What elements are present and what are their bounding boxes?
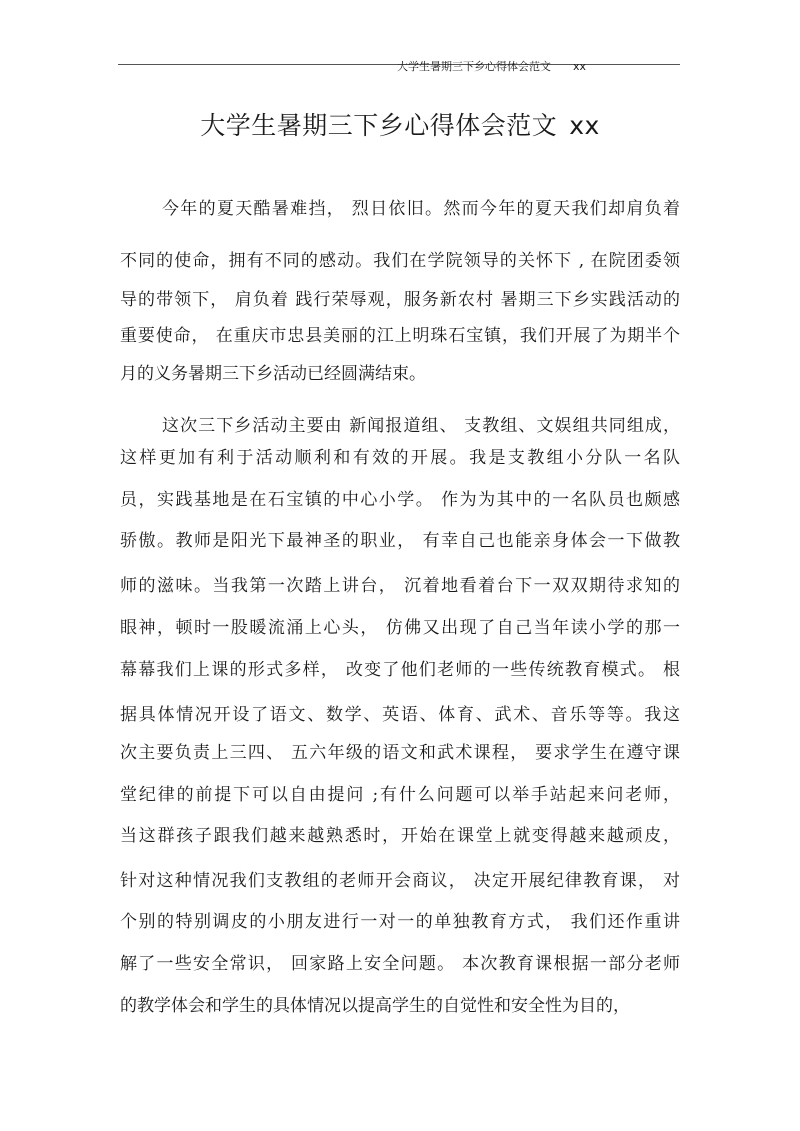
paragraph-line: 个别的特别调皮的小朋友进行一对一的单独教育方式， 我们还作重讲 <box>120 912 680 932</box>
running-header <box>397 58 586 74</box>
paragraph-line: 的教学体会和学生的具体情况以提高学生的自觉性和安全性为目的， <box>120 996 630 1016</box>
paragraph-line: 这样更加有利于活动顺利和有效的开展。我是支教组小分队一名队 <box>120 448 680 468</box>
paragraph-line: 师的滋味。当我第一次踏上讲台， 沉着地看着台下一双双期待求知的 <box>120 576 680 596</box>
paragraph-line: 骄傲。教师是阳光下最神圣的职业， 有幸自己也能亲身体会一下做教 <box>120 531 680 551</box>
paragraph-line: 据具体情况开设了语文、数学、英语、体育、武术、音乐等等。我这 <box>120 705 680 725</box>
paragraph-line: 重要使命， 在重庆市忠县美丽的江上明珠石宝镇，我们开展了为期半个 <box>120 326 680 346</box>
paragraph-line: 月的义务暑期三下乡活动已经圆满结束。 <box>120 364 426 384</box>
paragraph-line: 这次三下乡活动主要由 新闻报道组、 支教组、文娱组共同组成， <box>162 416 680 436</box>
paragraph-line: 解了一些安全常识， 回家路上安全问题。 本次教育课根据一部分老师 <box>120 954 680 974</box>
document-title-suffix: xx <box>569 111 600 140</box>
paragraph-line: 员，实践基地是在石宝镇的中心小学。 作为为其中的一名队员也颇感 <box>120 490 680 510</box>
paragraph-line: 针对这种情况我们支教组的老师开会商议， 决定开展纪律教育课， 对 <box>120 871 680 891</box>
paragraph-line: 不同的使命，拥有不同的感动。我们在学院领导的关怀下 , 在院团委领 <box>120 251 680 271</box>
page-header <box>118 58 680 73</box>
paragraph-line: 次主要负责上三四、 五六年级的语文和武术课程， 要求学生在遵守课 <box>120 743 680 763</box>
paragraph-line: 今年的夏天酷暑难挡， 烈日依旧。然而今年的夏天我们却肩负着 <box>162 199 680 219</box>
running-header-title: 大学生暑期三下乡心得体会范文 <box>397 60 551 73</box>
paragraph-line: 眼神，顿时一股暖流涌上心头， 仿佛又出现了自己当年读小学的那一 <box>120 618 680 638</box>
paragraph-line: 当这群孩子跟我们越来越熟悉时，开始在课堂上就变得越来越顽皮， <box>120 826 680 846</box>
paragraph-line: 幕幕我们上课的形式多样， 改变了他们老师的一些传统教育模式。 根 <box>120 660 680 680</box>
document-title <box>0 106 800 142</box>
paragraph-line: 堂纪律的前提下可以自由提问 ;有什么问题可以举手站起来问老师， <box>120 785 680 805</box>
paragraph-line: 导的带领下， 肩负着 践行荣辱观，服务新农村 暑期三下乡实践活动的 <box>120 290 680 310</box>
running-header-suffix: xx <box>573 60 587 73</box>
document-title-text: 大学生暑期三下乡心得体会范文 <box>200 111 558 140</box>
